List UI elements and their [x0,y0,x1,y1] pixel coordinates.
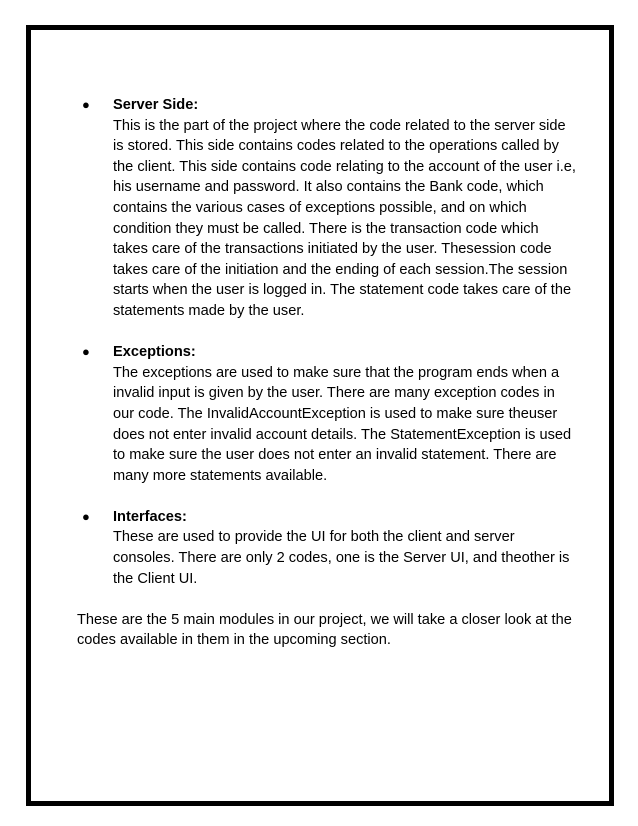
section-exceptions [77,342,577,486]
document-body [77,95,577,666]
section-interfaces [77,507,577,589]
section-title: Exceptions: [113,344,196,361]
section-body: These are used to provide the UI for both the client and server consoles. There are only 2 codes, one is the Server UI, and theother is the Client UI. [113,529,570,587]
section-body: The exceptions are used to make sure that the program ends when a invalid input is given by the user. There are many exception codes in our code. The InvalidAccountException is used to make sure theuser does not enter invalid account details. The StatementException is used to make sure the user does not enter an invalid statement. There are many more statements available. [113,364,572,484]
section-title: Server Side: [113,97,199,113]
closing-paragraph: These are the 5 main modules in our project, we will take a closer look at the codes available in them in the upcoming section. [77,611,572,649]
section-title: Interfaces: [113,508,187,525]
bullet-icon: ● [82,508,90,524]
bullet-icon: ● [82,344,90,360]
section-body: This is the part of the project where the code related to the server side is stored. This side contains codes related to the operations called by the client. This side contains code relating to the account of the user i.e, his username and password. It also contains the Bank code, which contains the various cases of exceptions possible, and on which condition they must be called. There is the transaction code which takes care of the transactions initiated by the user. Thesession code takes care of the initiation and the ending of each session.The session starts when the user is logged in. The statement code takes care of the statements made by the user. [113,117,576,319]
bullet-icon: ● [82,97,90,112]
section-server-side [77,95,577,322]
